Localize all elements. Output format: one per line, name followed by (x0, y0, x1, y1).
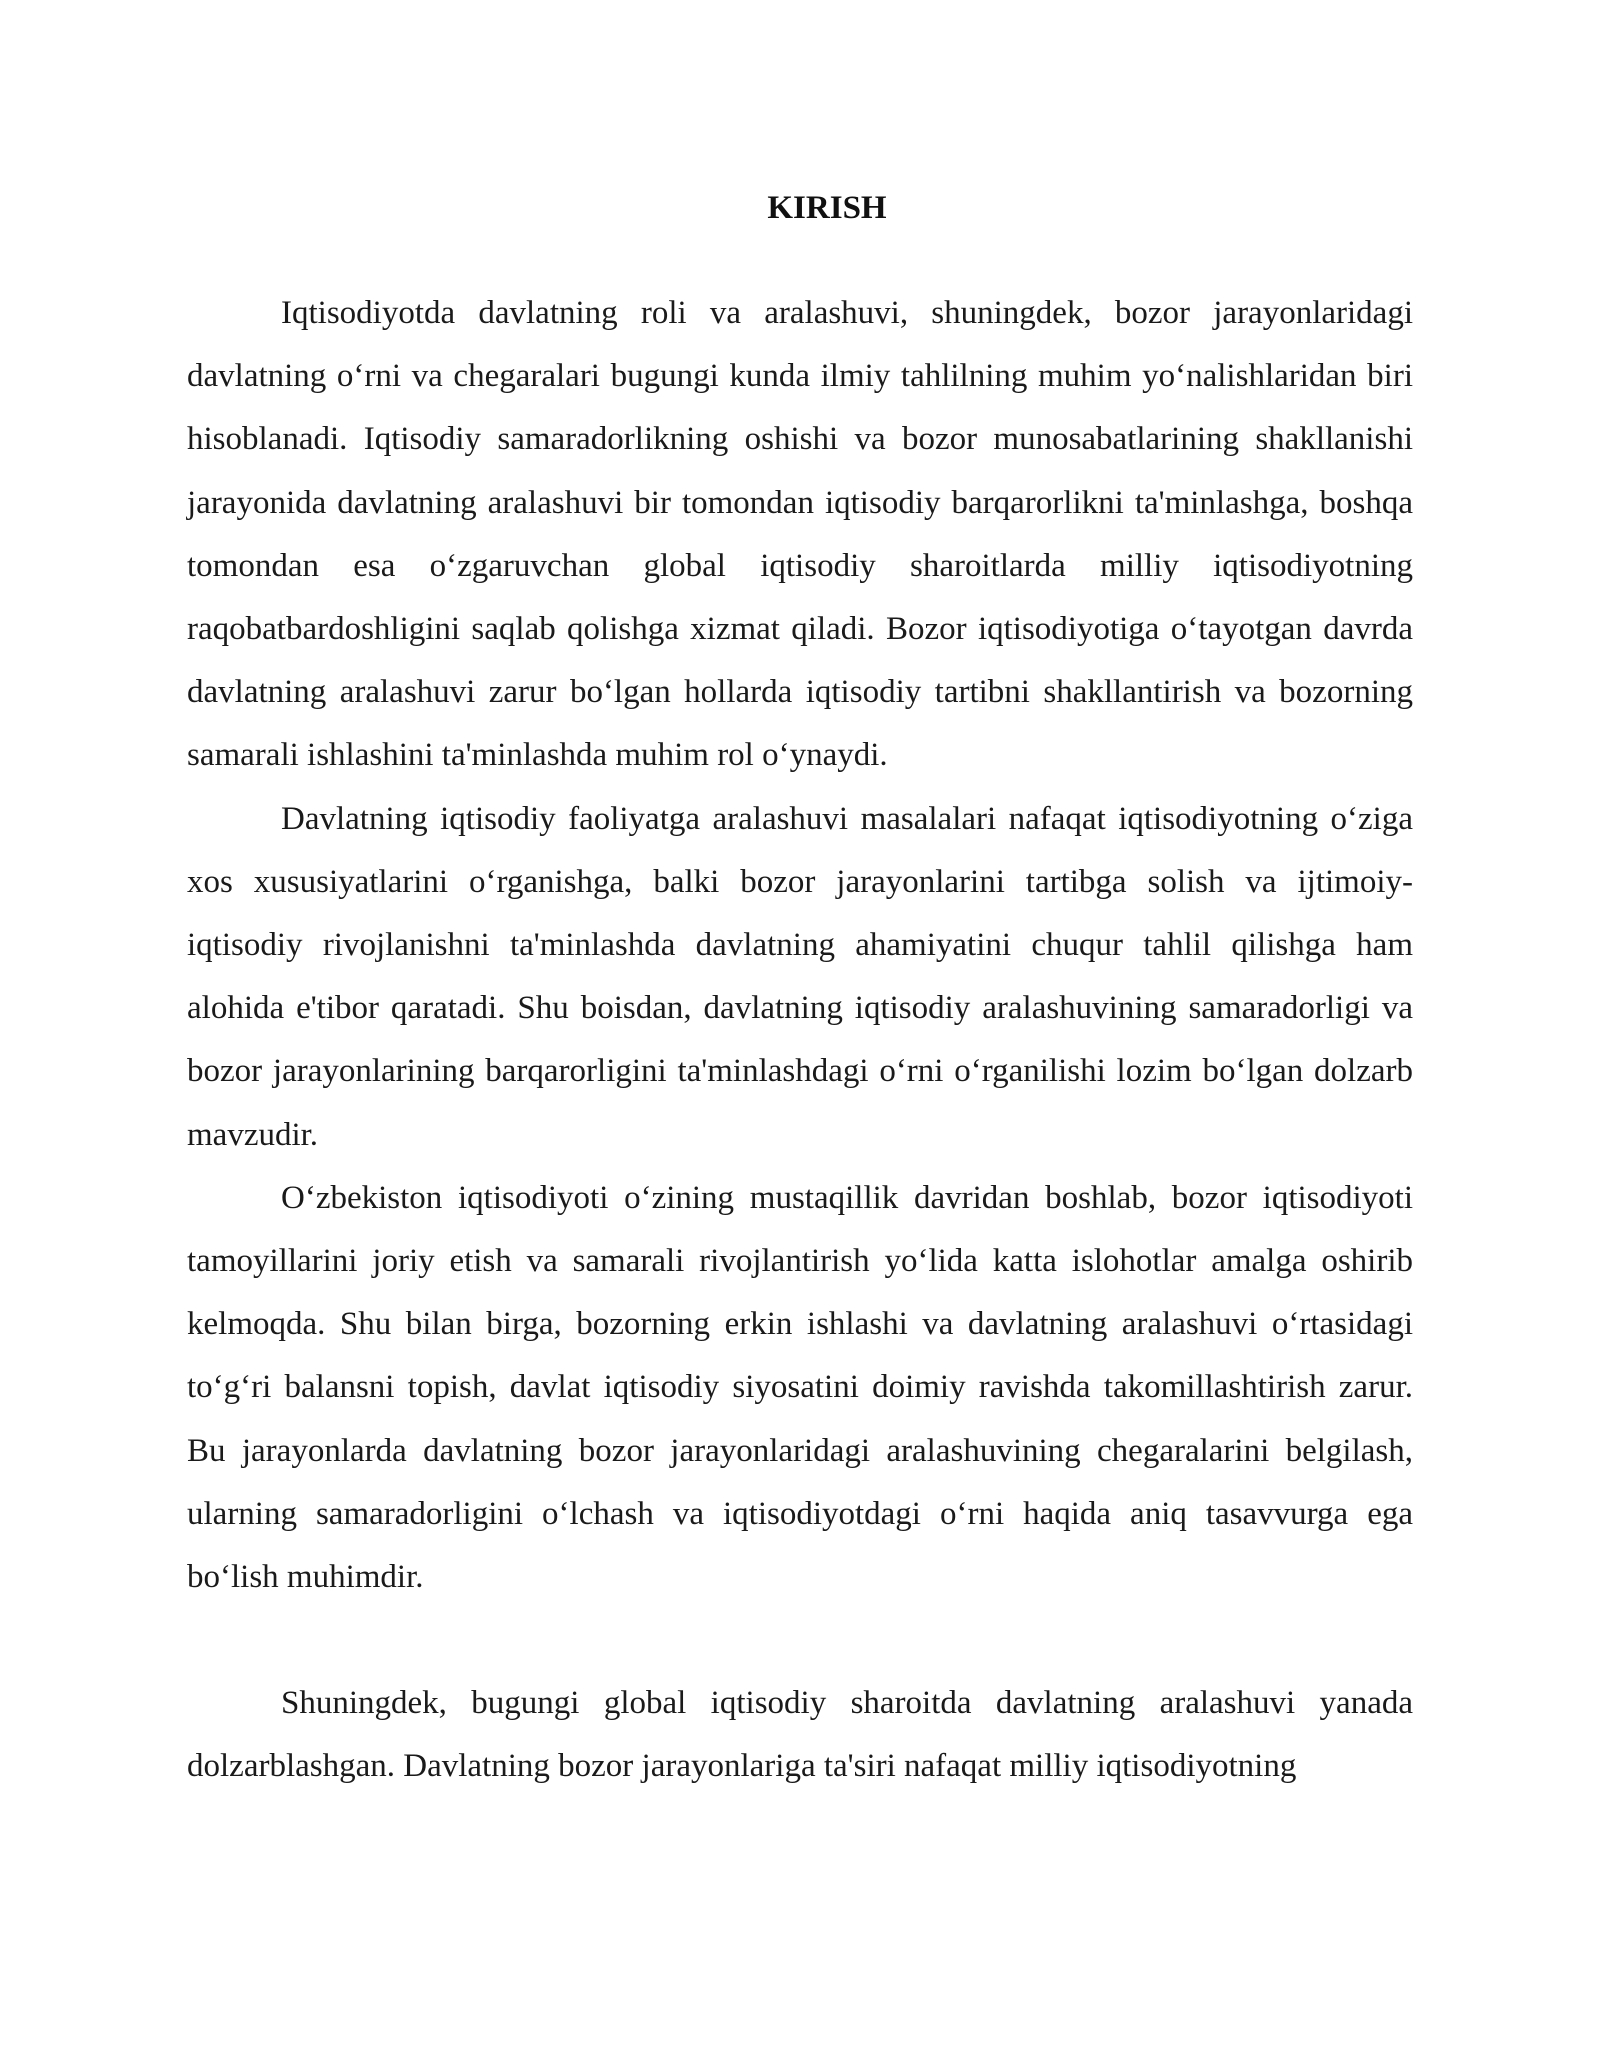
page-title: KIRISH (767, 190, 887, 226)
paragraph-3: O‘zbekiston iqtisodiyoti o‘zining mustaqillik davridan boshlab, bozor iqtisodiyoti tamoyillarini joriy etish va samarali rivojlantirish yo‘lida katta islohotlar amalga oshirib kelmoqda. Shu bilan birga, bozorning erkin ishlashi va davlatning aralashuvi o‘rtasidagi to‘g‘ri balansni topish, davlat iqtisodiy siyosatini doimiy ravishda takomillashtirish zarur. Bu jarayonlarda davlatning bozor jarayonlaridagi aralashuvining chegaralarini belgilash, ularning samaradorligini o‘lchash va iqtisodiyotdagi o‘rni haqida aniq tasavvurga ega bo‘lish muhimdir. (187, 1179, 1413, 1596)
document-body (187, 282, 1413, 1799)
paragraph-2: Davlatning iqtisodiy faoliyatga aralashuvi masalalari nafaqat iqtisodiyotning o‘ziga xos xususiyatlarini o‘rganishga, balki bozor jarayonlarini tartibga solish va ijtimoiy-iqtisodiy rivojlanishni ta'minlashda davlatning ahamiyatini chuqur tahlil qilishga ham alohida e'tibor qaratadi. Shu boisdan, davlatning iqtisodiy aralashuvining samaradorligi va bozor jarayonlarining barqarorligini ta'minlashdagi o‘rni o‘rganilishi lozim bo‘lgan dolzarb mavzudir. (187, 800, 1413, 1153)
paragraph-4: Shuningdek, bugungi global iqtisodiy sharoitda davlatning aralashuvi yanada dolzarblashgan. Davlatning bozor jarayonlariga ta'siri nafaqat milliy iqtisodiyotning (187, 1685, 1413, 1785)
paragraph-1: Iqtisodiyotda davlatning roli va aralashuvi, shuningdek, bozor jarayonlaridagi davlatning o‘rni va chegaralari bugungi kunda ilmiy tahlilning muhim yo‘nalishlaridan biri hisoblanadi. Iqtisodiy samaradorlikning oshishi va bozor munosabatlarining shakllanishi jarayonida davlatning aralashuvi bir tomondan iqtisodiy barqarorlikni ta'minlashga, boshqa tomondan esa o‘zgaruvchan global iqtisodiy sharoitlarda milliy iqtisodiyotning raqobatbardoshligini saqlab qolishga xizmat qiladi. Bozor iqtisodiyotiga o‘tayotgan davrda davlatning aralashuvi zarur bo‘lgan hollarda iqtisodiy tartibni shakllantirish va bozorning samarali ishlashini ta'minlashda muhim rol o‘ynaydi. (187, 295, 1413, 774)
